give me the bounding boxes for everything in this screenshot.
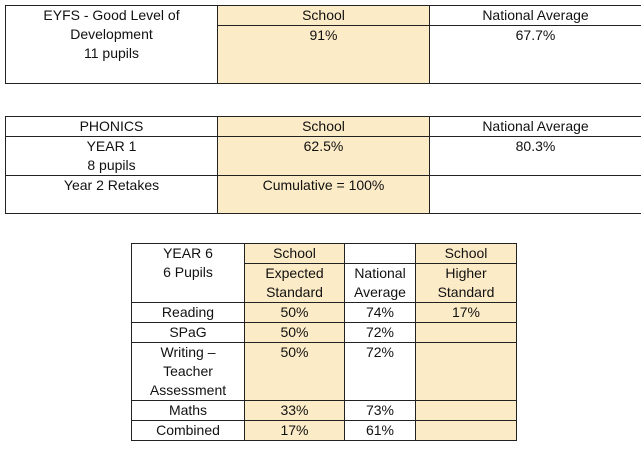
year6-school-header: School [245,244,345,264]
phonics-retake-national [430,176,641,214]
year6-combined-expected: 17% [245,421,345,441]
phonics-year1-national: 80.3% [430,137,641,176]
year6-spag-expected: 50% [245,323,345,343]
phonics-table [5,116,641,214]
year6-table [131,243,517,441]
year6-subject-spag: SPaG [132,323,245,343]
phonics-retake-school: Cumulative = 100% [218,176,430,214]
year6-higher-line-2: Standard [437,284,495,300]
year6-higher-school-header: School [416,244,517,264]
year6-higher-header [416,264,517,303]
year6-combined-national: 61% [345,421,416,441]
year6-expected-line-1: Expected [265,265,324,281]
year6-combined-higher [416,421,517,441]
year6-expected-header [245,264,345,303]
year6-writing-line-3: Assessment [149,382,227,398]
year6-writing-line-1: Writing – [160,344,216,360]
year6-reading-national: 74% [345,303,416,323]
eyfs-national-header: National Average [430,6,641,26]
eyfs-table [5,5,641,84]
eyfs-label-cell [6,6,218,84]
eyfs-header-row [6,6,641,26]
eyfs-label-line-1: EYFS - Good Level of [43,7,180,23]
phonics-year1-row [6,137,641,176]
year6-national-header [345,264,416,303]
year6-writing-higher [416,343,517,401]
phonics-year1-line-1: YEAR 1 [86,138,137,154]
year6-empty-header [345,244,416,264]
year6-subject-writing [132,343,245,401]
table-row [132,323,517,343]
table-row [132,421,517,441]
eyfs-label-line-2: Development [70,26,153,42]
phonics-retake-label: Year 2 Retakes [6,176,218,214]
eyfs-school-header: School [218,6,430,26]
year6-title-line-2: 6 Pupils [163,264,213,280]
year6-maths-expected: 33% [245,401,345,421]
year6-subject-combined: Combined [132,421,245,441]
eyfs-label-line-3: 11 pupils [83,45,139,61]
eyfs-national-value: 67.7% [430,26,641,84]
year6-subject-maths: Maths [132,401,245,421]
phonics-retake-row [6,176,641,214]
year6-title-cell [132,244,245,303]
year6-writing-line-2: Teacher [163,363,213,379]
phonics-national-header: National Average [430,117,641,137]
phonics-school-header: School [218,117,430,137]
year6-title-line-1: YEAR 6 [163,245,213,261]
phonics-year1-line-2: 8 pupils [87,157,136,173]
year6-maths-higher [416,401,517,421]
phonics-year1-school: 62.5% [218,137,430,176]
year6-reading-expected: 50% [245,303,345,323]
year6-writing-national: 72% [345,343,416,401]
year6-spag-national: 72% [345,323,416,343]
phonics-header-row [6,117,641,137]
year6-header-row-1 [132,244,517,264]
phonics-year1-label [6,137,218,176]
table-row [132,303,517,323]
year6-maths-national: 73% [345,401,416,421]
year6-national-line-2: Average [354,284,406,300]
phonics-label: PHONICS [6,117,218,137]
year6-reading-higher: 17% [416,303,517,323]
year6-subject-reading: Reading [132,303,245,323]
table-row [132,343,517,401]
year6-writing-expected: 50% [245,343,345,401]
year6-higher-line-1: Higher [445,265,487,281]
table-row [132,401,517,421]
year6-spag-higher [416,323,517,343]
year6-national-line-1: National [354,265,406,281]
year6-expected-line-2: Standard [266,284,323,300]
eyfs-school-value: 91% [218,26,430,84]
